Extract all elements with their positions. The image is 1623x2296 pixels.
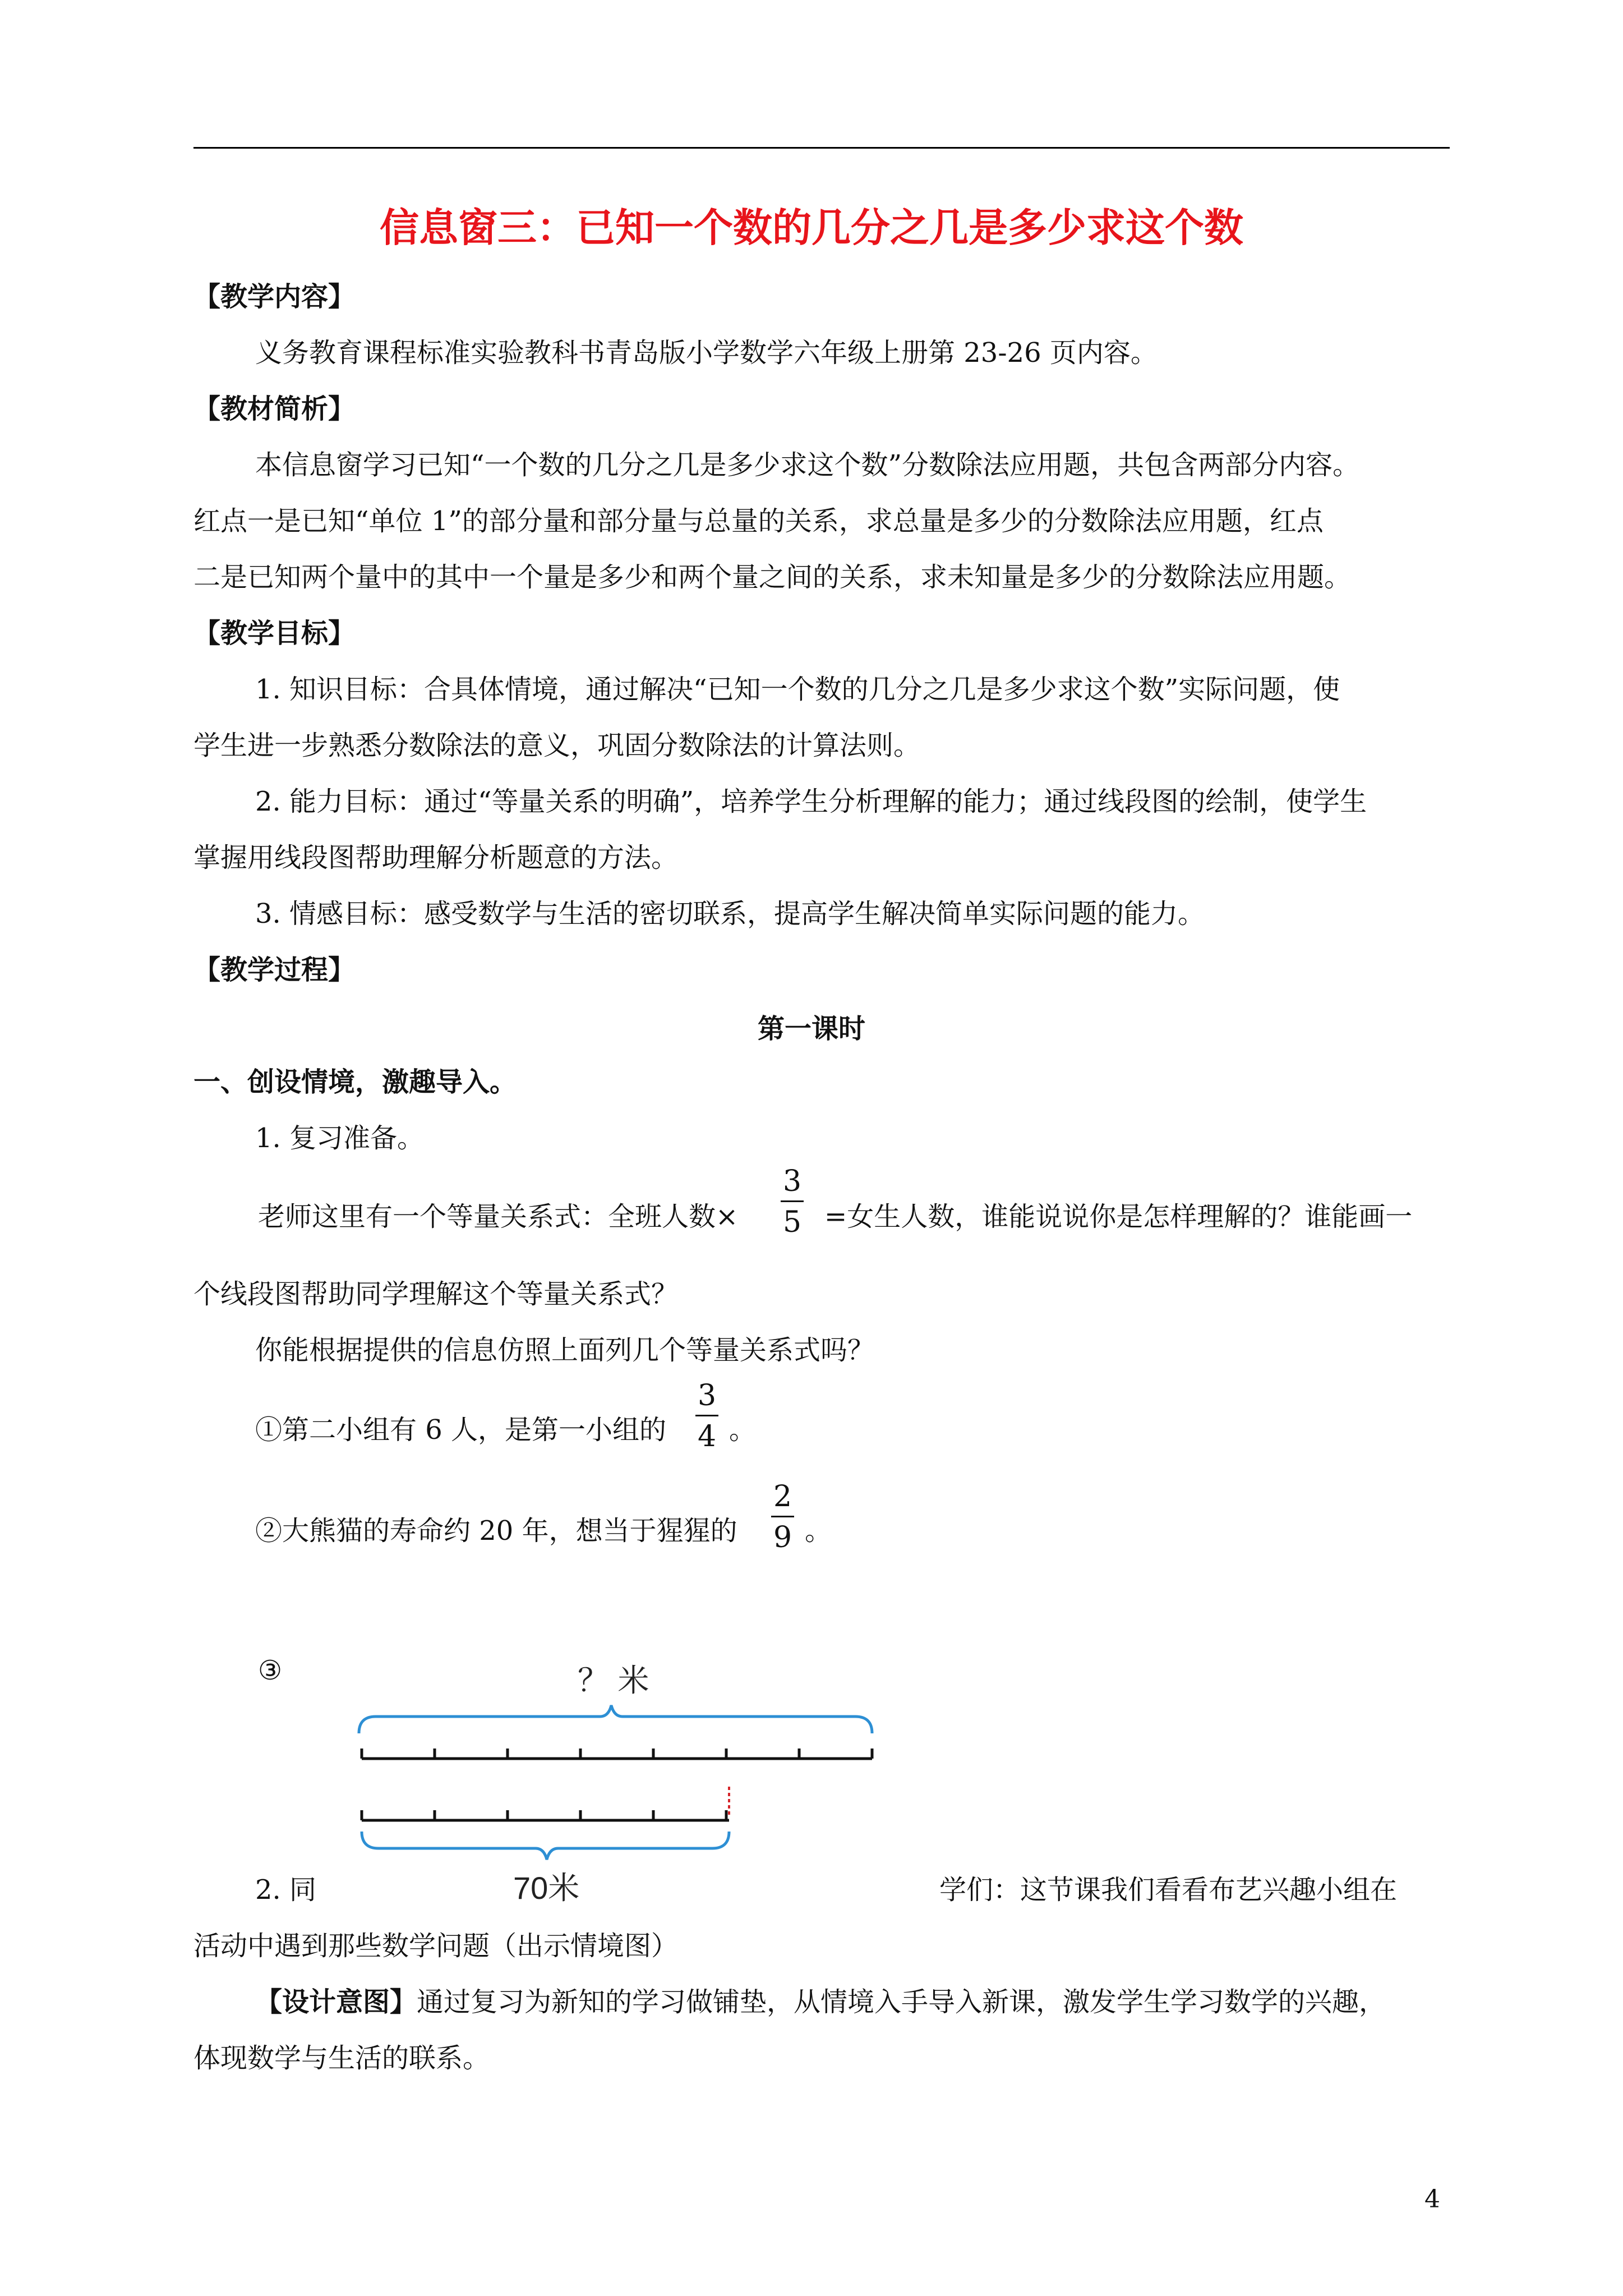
diagram-bottom-label: 70米	[513, 1870, 580, 1906]
segment-diagram	[336, 1649, 897, 1907]
fraction-numerator: 3	[698, 1379, 717, 1412]
fraction-numerator: 3	[783, 1165, 802, 1198]
goal1-line-1: 1. 知识目标：合具体情境，通过解决“已知一个数的几分之几是多少求这个数”实际问题，使	[255, 674, 1340, 705]
lesson-title: 第一课时	[757, 1013, 865, 1045]
top-brace	[359, 1705, 872, 1733]
analysis-line-1: 本信息窗学习已知“一个数的几分之几是多少求这个数”分数除法应用题，共包含两部分内容。	[255, 449, 1360, 481]
fraction-denominator: 9	[773, 1521, 792, 1554]
design-line2: 体现数学与生活的联系。	[193, 2042, 490, 2074]
bottom-segment-ticks	[362, 1810, 726, 1820]
top-segment-ticks	[362, 1749, 872, 1759]
content-heading: 【教学内容】	[193, 281, 356, 312]
diagram-top-label: ？ 米	[578, 1663, 649, 1698]
process-heading: 【教学过程】	[193, 954, 356, 986]
item-2-end: 学们：这节课我们看看布艺兴趣小组在	[939, 1874, 1398, 1906]
goal1-line-2: 学生进一步熟悉分数除法的意义，巩固分数除法的计算法则。	[193, 730, 921, 761]
header-rule	[193, 147, 1450, 149]
item2-end: 。	[805, 1515, 832, 1547]
fraction-3-4	[695, 1381, 718, 1451]
item2-text: ②大熊猫的寿命约 20 年，想当于猩猩的	[255, 1515, 737, 1547]
prompt-text: 你能根据提供的信息仿照上面列几个等量关系式吗？	[255, 1335, 875, 1366]
part1-heading: 一、创设情境，激趣导入。	[193, 1066, 517, 1098]
fraction-3-5	[781, 1167, 804, 1237]
fraction-2-9	[771, 1482, 794, 1552]
analysis-line-3: 二是已知两个量中的其中一个量是多少和两个量之间的关系，求未知量是多少的分数除法应用题。	[193, 562, 1352, 593]
item3-mark: ③	[258, 1655, 283, 1686]
review-text: 1. 复习准备。	[255, 1122, 425, 1154]
teacher-text-b: =女生人数，谁能说说你是怎样理解的？谁能画一	[824, 1201, 1413, 1232]
analysis-line-2: 红点一是已知“单位 1”的部分量和部分量与总量的关系，求总量是多少的分数除法应用题，红点	[193, 505, 1324, 537]
page-title: 信息窗三：已知一个数的几分之几是多少求这个数	[380, 204, 1243, 251]
teacher-text-c: 个线段图帮助同学理解这个等量关系式？	[193, 1278, 679, 1310]
design-note	[255, 1980, 1386, 2019]
item1-text: ①第二小组有 6 人，是第一小组的	[255, 1414, 667, 1446]
goal3-text: 3. 情感目标：感受数学与生活的密切联系，提高学生解决简单实际问题的能力。	[255, 898, 1205, 930]
goals-heading: 【教学目标】	[193, 618, 356, 649]
item-2-line2: 活动中遇到那些数学问题（出示情境图）	[193, 1930, 679, 1962]
design-label: 【设计意图】	[255, 1986, 417, 2018]
item-2-start: 2. 同	[255, 1874, 317, 1906]
fraction-denominator: 5	[783, 1205, 802, 1239]
goal2-line-1: 2. 能力目标：通过“等量关系的明确”，培养学生分析理解的能力；通过线段图的绘制，使学生	[255, 786, 1367, 817]
analysis-heading: 【教材简析】	[193, 393, 356, 425]
page-number: 4	[1424, 2185, 1440, 2214]
item1-end: 。	[729, 1414, 757, 1446]
bottom-brace	[362, 1832, 729, 1860]
content-text: 义务教育课程标准实验教科书青岛版小学数学六年级上册第 23-26 页内容。	[255, 337, 1158, 369]
design-text: 通过复习为新知的学习做铺垫，从情境入手导入新课，激发学生学习数学的兴趣，	[417, 1986, 1386, 2018]
fraction-numerator: 2	[773, 1480, 792, 1513]
teacher-text-a: 老师这里有一个等量关系式：全班人数×	[258, 1201, 739, 1232]
fraction-denominator: 4	[698, 1420, 717, 1453]
goal2-line-2: 掌握用线段图帮助理解分析题意的方法。	[193, 842, 679, 873]
